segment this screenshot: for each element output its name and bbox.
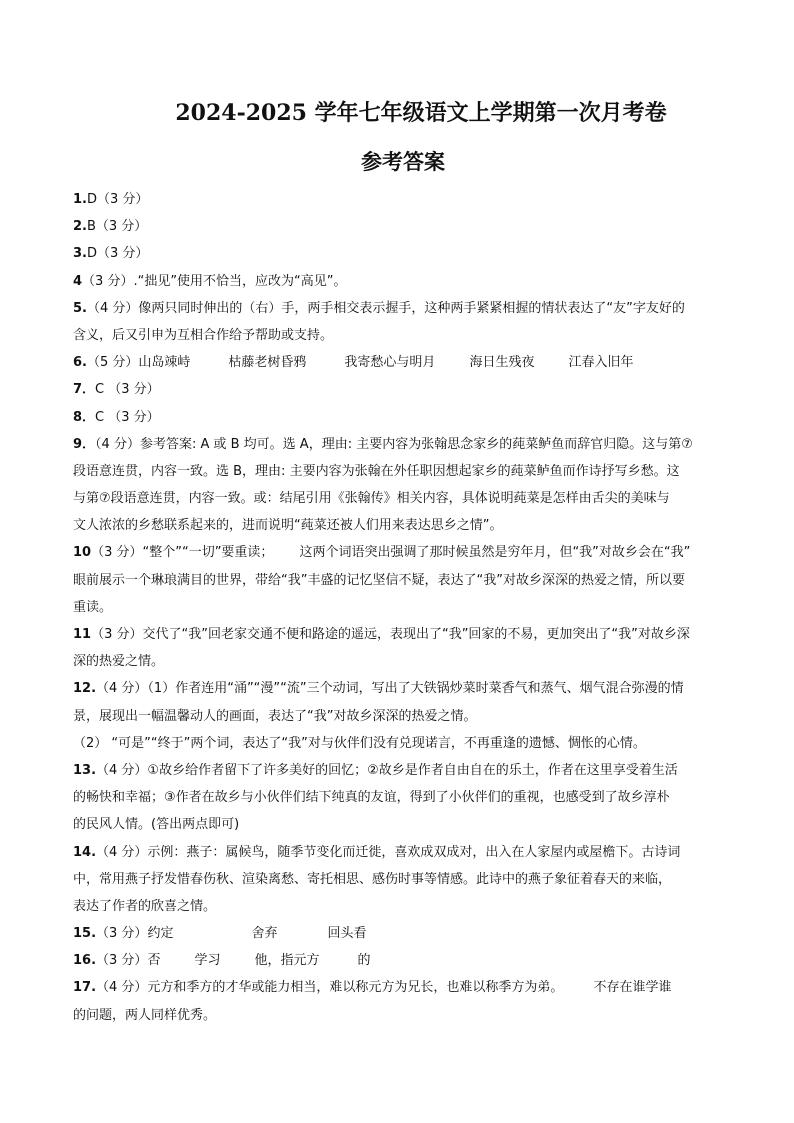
answer-8 xyxy=(73,404,725,431)
answer-11 xyxy=(73,621,725,648)
answer-prefix: （3 分） xyxy=(96,926,148,942)
answer-3 xyxy=(73,240,725,267)
answer-text: （4 分）元方和季方的才华或能力相当，难以称元方为兄长，也难以称季方为弟。 xyxy=(96,980,564,996)
answer-number: 2. xyxy=(73,219,87,235)
answer-item: 回头看 xyxy=(327,926,367,942)
answer-4 xyxy=(73,268,725,295)
answer-number: 12. xyxy=(73,681,97,697)
answer-14 xyxy=(73,839,725,866)
answer-text: （4 分）像两只同时伸出的（右）手，两手相交表示握手，这种两手紧紧相握的情状表达了“友”字友好的 xyxy=(86,300,685,316)
answer-list xyxy=(73,186,725,1029)
answer-number: 10 xyxy=(73,545,92,561)
answer-13-cont: 的民风人情。(答出两点即可) xyxy=(73,817,240,833)
answer-item: 学习 xyxy=(194,953,221,969)
answer-17 xyxy=(73,974,725,1001)
answer-text: （3 分）交代了“我”回老家交通不便和路途的遥远，表现出了“我”回家的不易，更加突出了“我”对故乡深 xyxy=(91,627,690,642)
answer-item: 山岛竦峙 xyxy=(138,355,191,371)
answer-13-cont: 的畅快和幸福；③作者在故乡与小伙伴们结下纯真的友谊，得到了小伙伴们的重视，也感受到了故乡淳朴 xyxy=(73,790,670,806)
answer-9 xyxy=(73,431,725,458)
answer-text: （3 分）.“拙见”使用不恰当，应改为“高见”。 xyxy=(82,273,347,289)
answer-17-cont: 的问题，两人同样优秀。 xyxy=(73,1007,217,1023)
answer-item: 海日生残夜 xyxy=(469,355,535,371)
answer-5 xyxy=(73,295,725,322)
answer-10 xyxy=(73,539,725,566)
answer-text: D（3 分） xyxy=(86,246,149,262)
answer-13 xyxy=(73,757,725,784)
answer-14-cont: 中，常用燕子抒发惜春伤秋、渲染离愁、寄托相思、感伤时事等情感。此诗中的燕子象征着春天的来临， xyxy=(73,871,672,887)
answer-number: 4 xyxy=(73,273,83,289)
answer-10-cont: 眼前展示一个琳琅满目的世界，带给“我”丰盛的记忆坚信不疑，表达了“我”对故乡深深的热爱之情，所以要 xyxy=(73,572,685,588)
answer-item: 的 xyxy=(357,953,371,969)
answer-text: （4 分）①故乡给作者留下了许多美好的回忆；②故乡是作者自由自在的乐土，作者在这里享受着生活 xyxy=(96,762,678,778)
answer-text: 这两个词语突出强调了那时候虽然是穷年月，但“我”对故乡会在“我” xyxy=(299,545,691,561)
answer-number: 17. xyxy=(73,980,97,996)
answer-item: 江春入旧年 xyxy=(568,355,634,371)
answer-text: C （3 分） xyxy=(95,409,160,425)
answer-prefix: （5 分） xyxy=(86,355,139,371)
answer-text: （4 分）（1）作者连用“涌”“漫”“流”三个动词，写出了大铁锅炒菜时菜香气和蒸气、烟气混合弥漫的情 xyxy=(96,681,684,697)
answer-number: 5. xyxy=(73,300,87,316)
answer-12-cont: （2） “可是”“终于”两个词，表达了“我”对与伙伴们没有兑现诺言，不再重逢的遗憾、惆怅的心情。 xyxy=(73,735,646,751)
answer-item: 他，指元方 xyxy=(254,953,320,969)
answer-item: 约定 xyxy=(147,926,174,942)
answer-9-cont: 文人浓浓的乡愁联系起来的，进而说明“莼菜还被人们用来表达思乡之情”。 xyxy=(73,518,503,534)
answer-number: 1. xyxy=(73,192,87,207)
answer-number: 9． xyxy=(73,436,96,452)
answer-11-cont: 深的热爱之情。 xyxy=(73,654,165,670)
answer-6 xyxy=(73,349,725,376)
answer-1 xyxy=(73,186,725,213)
answer-10-cont: 重读。 xyxy=(73,599,113,615)
answer-15 xyxy=(73,920,725,947)
answer-5-cont: 含义，后又引申为互相合作给予帮助或支持。 xyxy=(73,327,334,343)
answer-14-cont: 表达了作者的欣喜之情。 xyxy=(73,898,217,914)
answer-number: 7． xyxy=(73,382,96,398)
answer-text: C （3 分） xyxy=(95,382,160,398)
answer-item: 否 xyxy=(147,953,161,969)
answer-12-cont: 景，展现出一幅温馨动人的画面，表达了“我”对故乡深深的热爱之情。 xyxy=(73,708,477,724)
answer-9-cont: 与第⑦段语意连贯，内容一致。或：结尾引用《张翰传》相关内容，具体说明莼菜是怎样由舌尖的美味与 xyxy=(73,491,670,507)
answer-number: 16. xyxy=(73,953,97,969)
answer-text: （4 分）参考答案: A 或 B 均可。选 A，理由: 主要内容为张翰思念家乡的莼菜鲈鱼而辞官归隐。这与第⑦ xyxy=(95,436,693,452)
answer-text: 不存在谁学谁 xyxy=(593,980,672,996)
answer-number: 6. xyxy=(73,355,87,371)
answer-7 xyxy=(73,376,725,403)
answer-number: 11 xyxy=(73,627,92,642)
page-subtitle: 参考答案 xyxy=(361,150,445,174)
answer-prefix: （3 分） xyxy=(96,953,148,969)
answer-number: 15. xyxy=(73,926,97,942)
answer-text: （3 分）“整个”“一切”要重读； xyxy=(91,545,274,561)
answer-item: 枯藤老树昏鸦 xyxy=(228,355,307,371)
answer-number: 3. xyxy=(73,246,87,262)
answer-item: 我寄愁心与明月 xyxy=(344,355,436,371)
answer-text: D（3 分） xyxy=(86,192,149,207)
answer-item: 舍弃 xyxy=(251,926,278,942)
answer-2 xyxy=(73,213,725,240)
answer-number: 8． xyxy=(73,409,96,425)
page-title: 2024-2025 学年七年级语文上学期第一次月考卷 xyxy=(175,100,667,126)
answer-16 xyxy=(73,947,725,974)
answer-text: （4 分）示例：燕子：属候鸟，随季节变化而迁徙，喜欢成双成对，出入在人家屋内或屋檐下。古诗词 xyxy=(96,844,681,860)
answer-number: 13. xyxy=(73,762,97,778)
answer-text: B（3 分） xyxy=(86,219,148,235)
answer-number: 14. xyxy=(73,844,97,860)
answer-9-cont: 段语意连贯，内容一致。选 B，理由: 主要内容为张翰在外任职因想起家乡的莼菜鲈鱼而作诗抒写乡愁。这 xyxy=(73,463,680,479)
answer-12 xyxy=(73,675,725,702)
